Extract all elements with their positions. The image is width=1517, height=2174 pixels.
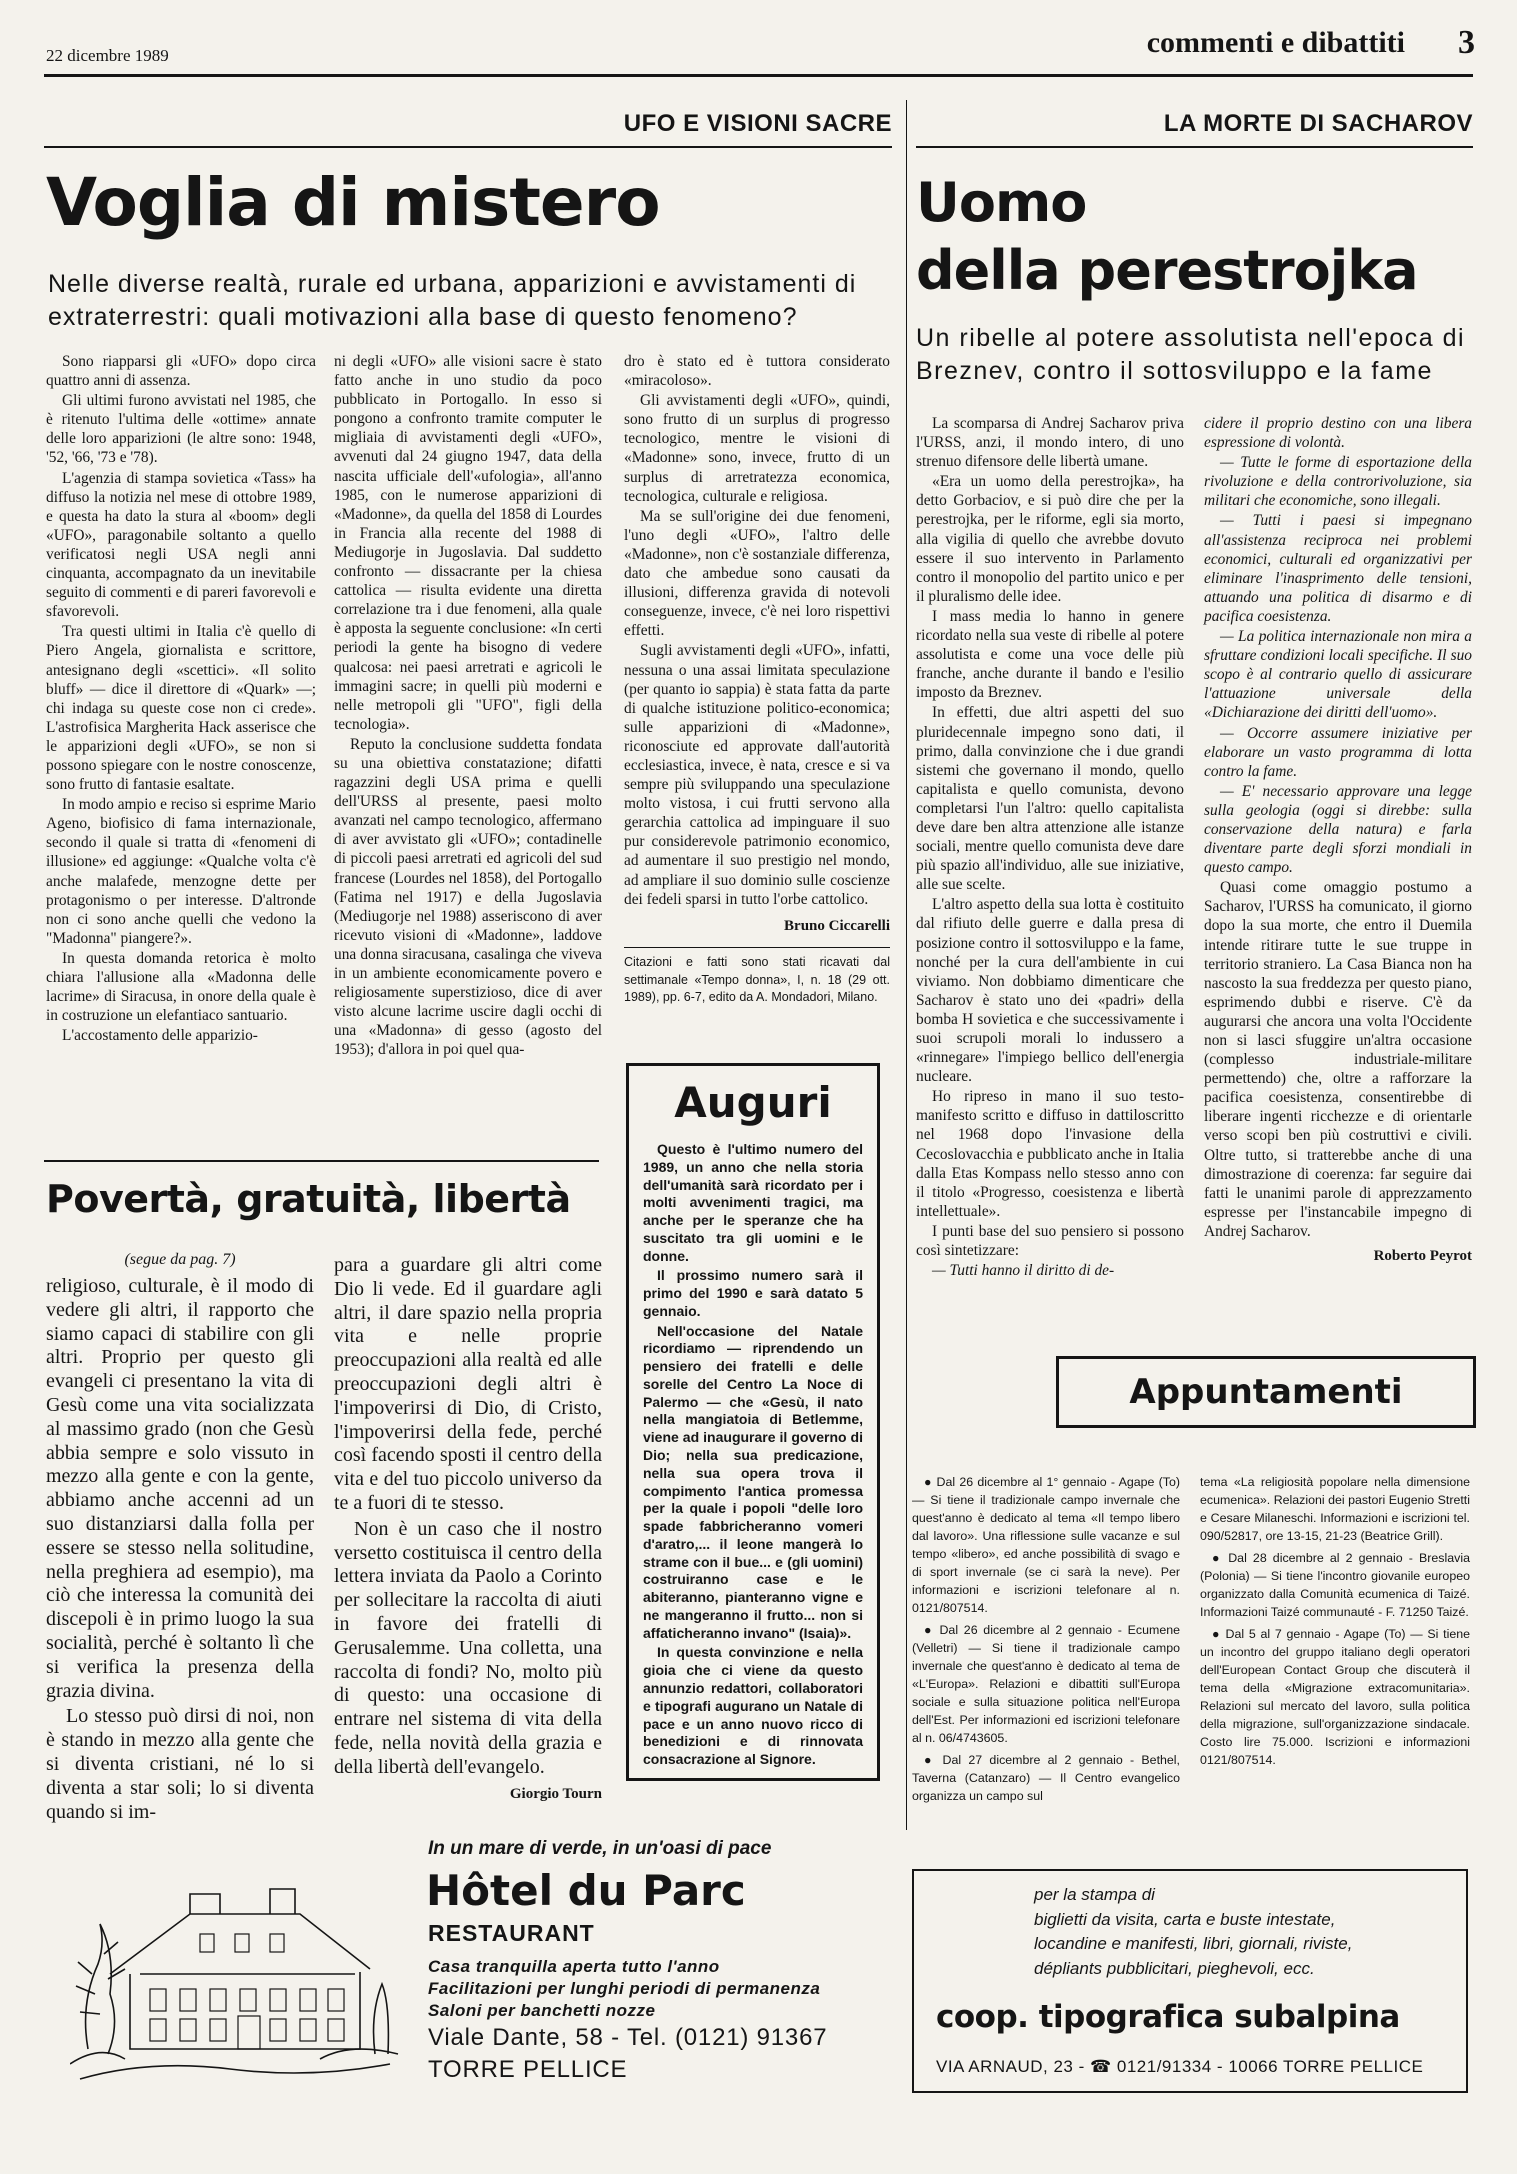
paragraph: Sono riapparsi gli «UFO» dopo circa quattro anni di assenza. bbox=[46, 353, 316, 390]
hotel-feature: Facilitazioni per lunghi periodi di permanenza bbox=[428, 1979, 821, 1999]
paragraph: Lo stesso può dirsi di noi, non è stando in mezzo alla gente che si diventa cristiani, né lo si diventa a star soli; lo si diventa quando si im- bbox=[46, 1705, 314, 1823]
hotel-address: Viale Dante, 58 - Tel. (0121) 91367 bbox=[428, 2024, 828, 2051]
ufo-dek: Nelle diverse realtà, rurale ed urbana, apparizioni e avvistamenti di extraterrestri: quali motivazioni alla base di questo fenomeno? bbox=[48, 270, 857, 331]
appuntamenti-box bbox=[1056, 1356, 1476, 1428]
poverta-headline: Povertà, gratuità, libertà bbox=[46, 1177, 571, 1221]
sacharov-kicker: LA MORTE DI SACHAROV bbox=[1163, 110, 1473, 137]
auguri-title: Auguri bbox=[674, 1078, 832, 1127]
paragraph: Il prossimo numero sarà il primo del 1990 e sarà datato 5 gennaio. bbox=[643, 1267, 863, 1319]
hotel-ad bbox=[70, 1838, 880, 2102]
paragraph: — E' necessario approvare una legge sulla geologia (oggi si direbbe: sulla conservazione della natura) e farla diventare parte degli sforzi mondiali in questo campo. bbox=[1204, 782, 1472, 877]
ufo-column-3 bbox=[624, 352, 890, 1007]
paragraph: — Tutti i paesi si impegnano all'assistenza reciproca nei problemi economici, culturali ed organizzativi per eliminare l'inasprimento delle tensioni, attuando una politica di disarmo e di pacifica coesistenza. bbox=[1204, 512, 1472, 625]
paragraph: Ma se sull'origine dei due fenomeni, l'uno degli «UFO», l'altro delle «Madonne», non c'è sostanziale differenza, dato che ambedue sono causati da illusioni, differenza gravida di notevoli conseguenze, invece, c'è nei loro rispettivi effetti. bbox=[624, 507, 890, 640]
poverta-column-2 bbox=[334, 1254, 602, 1803]
ufo-citation: Citazioni e fatti sono stati ricavati dal settimanale «Tempo donna», I, n. 18 (29 ott. 1989), pp. 6-7, edito da A. Mondadori, Milano. bbox=[624, 955, 890, 1005]
paragraph: I mass media lo hanno in genere ricordato nella sua veste di ribelle al potere assolutista e come una voce delle più franche, anche durante il bando e l'esilio imposto da Breznev. bbox=[916, 607, 1184, 702]
ufo-kicker-rule bbox=[44, 146, 892, 148]
section-title: commenti e dibattiti bbox=[1146, 26, 1405, 59]
paragraph: ni degli «UFO» alle visioni sacre è stato fatto anche in uno studio da poco pubblicato in Portogallo. In esso si pongono a confronto tramite computer le migliaia di avvistamenti degli «UFO», avvenuti dal 24 giugno 1947, data della nascita ufficiale dell'«ufologia», all'anno 1985, con le numerose apparizioni di «Madonne», da quella del 1858 di Lourdes in Francia alla recente del 1988 di Mediugorje in Jugoslavia. Dal suddetto confronto — dissacrante per la chiesa cattolica — risulta evidente una diretta correlazione tra i due fenomeni, alla quale è apposta la seguente conclusione: «In certi periodi la gente ha bisogno di vedere qualcosa: nei paesi arretrati e agricoli le immagini sacre; in quelli più moderni e nelle metropoli gli "UFO", figli della tecnologia». bbox=[334, 353, 602, 733]
tipografia-name: coop. tipografica subalpina bbox=[936, 1999, 1400, 2035]
paragraph: Tra questi ultimi in Italia c'è quello di Piero Angela, giornalista e scrittore, antesignano degli «scettici». «Il solito bluff» — dice il direttore di «Quark» —; chi indaga su queste cose non ci crede». L'astrofisica Margherita Hack asserisce che le apparizioni degli «UFO», se non si possono spiegare con le nostre conoscenze, sono frutto di fantasie esaltate. bbox=[46, 623, 316, 794]
ufo-headline: Voglia di mistero bbox=[46, 164, 660, 241]
hotel-city: TORRE PELLICE bbox=[428, 2056, 628, 2083]
service-line: per la stampa di bbox=[1034, 1885, 1155, 1904]
paragraph: Questo è l'ultimo numero del 1989, un anno che nella storia dell'umanità sarà ricordato per i molti avvenimenti tragici, ma anche per le speranze che ha suscitato tra gli uomini e le donne. bbox=[643, 1141, 863, 1264]
sacharov-dek: Un ribelle al potere assolutista nell'epoca di Breznev, contro il sottosviluppo e la fame bbox=[916, 324, 1466, 385]
hotel-tagline: In un mare di verde, in un'oasi di pace bbox=[428, 1838, 772, 1859]
paragraph: In questa convinzione e nella gioia che ci viene da questo annunzio redattori, collaboratori e tipografi augurano un Natale di pace e un anno nuovo ricco di benedizioni e di rinnovata consacrazione al Signore. bbox=[643, 1644, 863, 1768]
paragraph: Quasi come omaggio postumo a Sacharov, l'URSS ha comunicato, il giorno dopo la sua morte, che entro il Duemila intende ritirare tutte le sue truppe in territorio straniero. La Casa Bianca non ha nascosto la sua freddezza per questo piano, esprimendo dubbi e riserve. C'è da augurarsi che ancora una volta l'Occidente non si lasci sfuggire un'altra occasione (complesso industriale-militare permettendo) che, oltre a rafforzare la pacifica coesistenza, consentirebbe di liberare ingenti ricchezze e di orientarle verso scopi ben più costruttivi e civili. Oltre tutto, si tratterebbe anche di una dimostrazione di coerenza: far seguire dai fatti le unanimi parole di apprezzamento espresse per l'instancabile impegno di Andrej Sacharov. bbox=[1204, 879, 1472, 1240]
paragraph: Sugli avvistamenti degli «UFO», infatti, nessuna o una assai limitata speculazione (per quanto io sappia) è stata fatta da parte di qualche istituzione politico-economica; sulle apparizioni di «Madonne», riconosciute ed approvate dall'autorità ecclesiastica, invece, è nata, cresce e si va sempre più sviluppando una speculazione molto vistosa, i cui frutti servono alla gerarchia cattolica ad impinguare il suo pur considerevole patrimonio economico, ad aumentare il suo prestigio nel mondo, ad ampliare il suo dominio sulle coscienze dei fedeli sparsi in tutto l'orbe cattolico. bbox=[624, 642, 890, 908]
appuntamenti-column-1 bbox=[912, 1474, 1180, 1810]
paragraph: In modo ampio e reciso si esprime Mario Ageno, biofisico di fama internazionale, secondo il quale si tratta di «fenomeni di illusione» ed aggiunge: «Qualche volta c'è anche malafede, menzogne dette per protagonismo o per interesse. D'altronde non ci sono anche quelli che vedono la "Madonna" piangere?». bbox=[46, 796, 316, 947]
sacharov-headline-line-2: della perestrojka bbox=[916, 239, 1418, 302]
paragraph: Nell'occasione del Natale ricordiamo — riprendendo un pensiero dei fratelli e delle sorelle del Centro La Noce di Palermo — che «Gesù, il nato nella mangiatoia di Betlemme, viene ad inaugurare il governo di Dio; nella sua predicazione, nella sua opera trova il compimento l'antica promessa per la quale i popoli "delle loro spade fabbricheranno vomeri d'aratro,... il leone mangerà lo strame con il bue... e (gli uomini) costruiranno case e le abiteranno, pianteranno vigne e ne mangeranno il frutto... non si affaticheranno invano" (Isaia)». bbox=[643, 1322, 863, 1641]
ufo-kicker: UFO E VISIONI SACRE bbox=[623, 110, 892, 137]
paragraph: I punti base del suo pensiero si possono così sintetizzare: bbox=[916, 1222, 1184, 1260]
page-number: 3 bbox=[1458, 24, 1475, 61]
list-item: ● Dal 26 dicembre al 2 gennaio - Ecumene (Velletri) — Si tiene il tradizionale campo invernale che quest'anno è dedicato al tema de «L'Europa». Relazioni e dibattiti sull'Europa sociale e sulla situazione politica nell'Europa dell'Est. Per informazioni ed iscrizioni telefonare al n. 06/4743605. bbox=[912, 1622, 1180, 1745]
ufo-column-2 bbox=[334, 352, 602, 1060]
list-item: ● Dal 27 dicembre al 2 gennaio - Bethel, Taverna (Catanzaro) — Il Centro evangelico organizza un campo sul bbox=[912, 1752, 1180, 1803]
paragraph: — Tutti hanno il diritto di de- bbox=[932, 1262, 1115, 1280]
poverta-top-rule bbox=[44, 1160, 599, 1162]
auguri-text bbox=[643, 1141, 863, 1769]
sacharov-column-2 bbox=[1204, 414, 1472, 1266]
hotel-feature: Casa tranquilla aperta tutto l'anno bbox=[428, 1957, 720, 1976]
paragraph: Ho ripreso in mano il suo testo-manifesto scritto e diffuso in dattiloscritto nel 1968 dopo l'invasione della Cecoslovacchia e pubblicato anche in Italia dalla Etas Kompass nello stesso anno con il titolo «Progresso, coesistenza e libertà intellettuale». bbox=[916, 1088, 1184, 1220]
paragraph: dro è stato ed è tuttora considerato «miracoloso». bbox=[624, 353, 890, 390]
sacharov-kicker-rule bbox=[916, 146, 1473, 148]
sacharov-signature: Roberto Peyrot bbox=[1373, 1248, 1472, 1265]
paragraph: — Occorre assumere iniziative per elaborare un vasto programma di lotta contro la fame. bbox=[1204, 724, 1472, 780]
paragraph: para a guardare gli altri come Dio li vede. Ed il guardare agli altri, il dare spazio nella propria vita e nelle proprie preoccupazioni alla realtà ed alle preoccupazioni degli altri è l'impoverirsi di Dio, di Cristo, l'impoverirsi della fede, perché così facendo sposti il centro della vita e del tuo piccolo universo da te a fuori di te stesso. bbox=[334, 1254, 602, 1514]
paragraph: In questa domanda retorica è molto chiara l'allusione alla «Madonna delle lacrime» di Siracusa, in onore della quale è in costruzione un elefantiaco santuario. bbox=[46, 949, 316, 1025]
paragraph: L'altro aspetto della sua lotta è costituito dal rifiuto delle guerre e dalla presa di posizione contro il sottosviluppo e la fame, nonché per la cura dell'ambiente in cui viviamo. Non dobbiamo dimenticare che Sacharov è stato uno dei «padri» della bomba H sovietica e che successivamente i suoi scrupoli morali lo indussero a «rinnegare» l'impiego bellico dell'energia nucleare. bbox=[916, 896, 1184, 1086]
list-item: ● Dal 5 al 7 gennaio - Agape (To) — Si tiene un incontro del gruppo italiano degli operatori dell'European Contact Group che discuterà il tema della «Migrazione extracomunitaria». Relazioni sul mercato del lavoro, sulla politica della migrazione, sull'organizzazione sindacale. Costo lire 75.000. Iscrizioni e informazioni 0121/807514. bbox=[1200, 1626, 1470, 1767]
header-rule bbox=[44, 74, 1473, 77]
paragraph: «Era un uomo della perestrojka», ha detto Gorbaciov, e si può dire che per la perestrojka, per le riforme, egli sia morto, alla vigilia di quello che avrebbe dovuto essere il suo intervento in Parlamento contro il monopolio del partito unico e per il pluralismo delle idee. bbox=[916, 473, 1184, 605]
column-separator bbox=[906, 100, 907, 1830]
auguri-box bbox=[626, 1063, 880, 1781]
appuntamenti-column-2 bbox=[1200, 1474, 1470, 1774]
poverta-column-1 bbox=[46, 1250, 314, 1826]
paragraph: Gli avvistamenti degli «UFO», quindi, sono frutto di un surplus di progresso tecnologico, mentre le visioni di «Madonne» sono, invece, frutto di un surplus di arretratezza economica, tecnologica, culturale e religiosa. bbox=[624, 392, 890, 505]
paragraph: Non è un caso che il nostro versetto costituisca il centro della lettera inviata da Paolo a Corinto per sollecitare la raccolta di aiuti in favore dei fratelli di Gerusalemme. Una colletta, una raccolta di fondi? No, molto più di questo: una occasione di entrare nel sistema di vita della fede, nella novità della grazia e della libertà dell'evangelo. bbox=[334, 1517, 602, 1778]
paragraph: La scomparsa di Andrej Sacharov priva l'URSS, anzi, il mondo intero, di uno strenuo difensore delle libertà umane. bbox=[916, 415, 1184, 471]
list-item: ● Dal 26 dicembre al 1° gennaio - Agape (To) — Si tiene il tradizionale campo invernale che quest'anno è dedicato al tema «Il tempo libero dal lavoro». Una riflessione sulle vacanze e sul tempo «libero», ed anche possibilità di svago e di sport invernale (se ci sarà la neve). Per informazioni e iscrizioni telefonare al n. 0121/807514. bbox=[912, 1475, 1180, 1615]
paragraph: In effetti, due altri aspetti del suo pluridecennale impegno sono dati, il primo, dalla convinzione che i due grandi sistemi che governano il mondo, quello capitalista e quello comunista, devono completarsi l'un l'altro: quello capitalista deve dare ben altra attenzione alle istanze sociali, mentre quello comunista deve dare più spazio all'individuo, alle sue iniziative, alle sue scelte. bbox=[916, 704, 1184, 894]
hotel-illustration bbox=[70, 1854, 400, 2086]
poverta-signature: Giorgio Tourn bbox=[509, 1785, 602, 1802]
paragraph: L'accostamento delle apparizio- bbox=[62, 1027, 258, 1045]
appuntamenti-title: Appuntamenti bbox=[1129, 1372, 1403, 1412]
hotel-features bbox=[428, 1956, 820, 2022]
hotel-name: Hôtel du Parc bbox=[426, 1866, 746, 1915]
paragraph: — Tutte le forme di esportazione della rivoluzione e della controrivoluzione, sia militari che economiche, sono illegali. bbox=[1204, 454, 1472, 510]
sacharov-column-1 bbox=[916, 414, 1184, 1281]
hotel-subtitle: RESTAURANT bbox=[428, 1920, 595, 1946]
service-line: dépliants pubblicitari, pieghevoli, ecc. bbox=[1034, 1958, 1315, 1978]
paragraph: cidere il proprio destino con una libera espressione di volontà. bbox=[1204, 415, 1472, 452]
paragraph: religioso, culturale, è il modo di vedere gli altri, il rapporto che siamo capaci di stabilire con gli altri. Proprio per questo gli evangeli ci presentano la vita di Gesù come una vita socializzata al massimo grado (non che Gesù abbia sempre e solo vissuto in mezzo alla gente e con la gente, abbiamo anche accenni ad un suo distanziarsi dalla folla per essere se stesso nella solitudine, nella preghiera ad esempio), ma ciò che interessa la comunità dei discepoli è in primo luogo la sua socialità, perché è soltanto lì che si verifica la presenza della grazia divina. bbox=[46, 1275, 314, 1702]
paragraph: Gli ultimi furono avvistati nel 1985, che è ritenuto l'ultima delle «ottime» annate delle loro apparizioni (le altre sono: 1948, '52, '66, '73 e '78). bbox=[46, 392, 316, 467]
paragraph: Reputo la conclusione suddetta fondata su una obiettiva constatazione; difatti ragazzini degli USA prima e quelli dell'URSS al presente, paesi molto avanzati nel campo tecnologico, affermano di aver avvistato gli «UFO»; contadinelle di piccoli paesi arretrati ed agricoli del sud francese (Lourdes nel 1858), del Portogallo (Fatima nel 1917) e della Jugoslavia (Mediugorje nel 1988) asseriscono di aver ricevuto visioni di «Madonne», laddove una donna siracusana, casalinga che viveva in un ambiente economicamente povero e religiosamente superstizioso, dice di aver visto alcune lacrime uscire dagli occhi di una «Madonna» di gesso (agosto del 1953); d'allora in poi quel qua- bbox=[334, 735, 602, 1059]
list-item: tema «La religiosità popolare nella dimensione ecumenica». Relazioni dei pastori Eugenio Stretti e Cesare Milaneschi. Informazioni e iscrizioni tel. 090/52817, ore 13-15, 21-23 (Beatrice Grill). bbox=[1200, 1475, 1470, 1543]
citation-rule bbox=[624, 947, 890, 948]
tipografia-services bbox=[1034, 1883, 1352, 1982]
hotel-feature: Saloni per banchetti nozze bbox=[428, 2001, 656, 2021]
continued-note: (segue da pag. 7) bbox=[124, 1251, 236, 1268]
service-line: locandine e manifesti, libri, giornali, riviste, bbox=[1034, 1934, 1353, 1954]
paragraph: L'agenzia di stampa sovietica «Tass» ha diffuso la notizia nel mese di ottobre 1989, e questa ha dato la stura al «boom» degli «UFO», paragonabile soltanto a quello verificatosi negli USA negli anni cinquanta, accompagnato da un inevitabile seguito di commenti e di pareri favorevoli e sfavorevoli. bbox=[46, 469, 316, 621]
tipografia-address: VIA ARNAUD, 23 - ☎ 0121/91334 - 10066 TORRE PELLICE bbox=[936, 2057, 1424, 2076]
sacharov-headline-line-1: Uomo bbox=[916, 171, 1087, 234]
service-line: biglietti da visita, carta e buste intestate, bbox=[1034, 1909, 1336, 1929]
issue-date: 22 dicembre 1989 bbox=[46, 46, 169, 65]
ufo-column-1 bbox=[46, 352, 316, 1046]
list-item: ● Dal 28 dicembre al 2 gennaio - Breslavia (Polonia) — Si tiene l'incontro giovanile europeo organizzato dalla Comunità ecumenica di Taizé. Informazioni Taizé communauté - F. 71250 Taizé. bbox=[1200, 1550, 1470, 1619]
ufo-signature: Bruno Ciccarelli bbox=[784, 917, 890, 934]
paragraph: — La politica internazionale non mira a sfruttare condizioni locali specifiche. Il suo scopo è al contrario quello di assicurare l'attuazione universale della «Dichiarazione dei diritti dell'uomo». bbox=[1204, 628, 1472, 722]
tipografia-ad bbox=[912, 1869, 1468, 2093]
